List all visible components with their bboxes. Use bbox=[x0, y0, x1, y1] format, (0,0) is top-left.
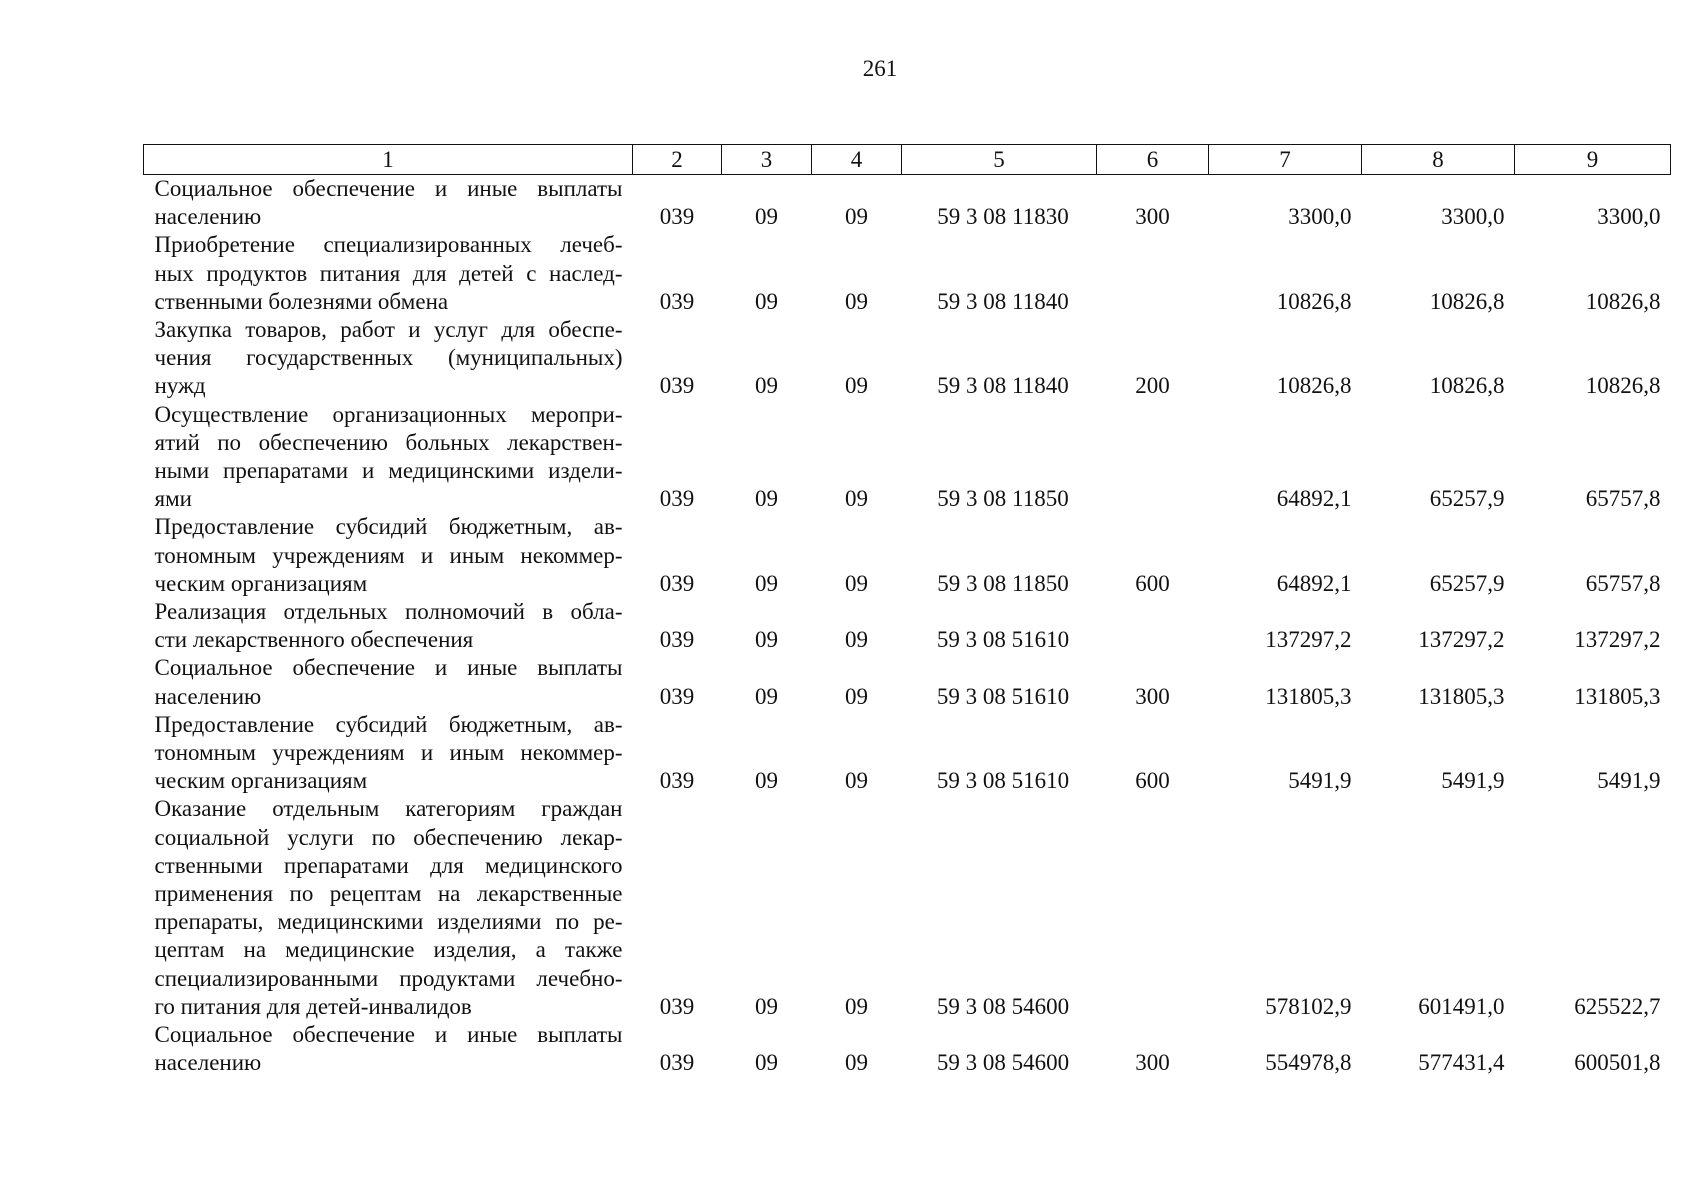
amount-col8-cell: 65257,9 bbox=[1429, 570, 1505, 596]
table-row bbox=[144, 1021, 1671, 1077]
target-article-cell: 59 3 08 11840 bbox=[937, 288, 1069, 314]
subsection-code-cell: 09 bbox=[845, 570, 868, 596]
table-row bbox=[144, 795, 1671, 1021]
column-header: 6 bbox=[1097, 145, 1209, 175]
amount-col9-cell: 65757,8 bbox=[1585, 486, 1661, 512]
section-code-cell: 09 bbox=[755, 204, 778, 230]
description-line: ственными препаратами для медицинского bbox=[154, 852, 623, 878]
table-row bbox=[144, 513, 1671, 598]
description-cell bbox=[144, 598, 633, 654]
description-cell bbox=[144, 513, 633, 598]
expense-type-cell: 300 bbox=[1135, 1050, 1170, 1076]
amount-col9-cell: 65757,8 bbox=[1585, 570, 1661, 596]
expense-type-cell: 300 bbox=[1135, 204, 1170, 230]
target-article-cell: 59 3 08 54600 bbox=[936, 1050, 1070, 1076]
target-article-cell: 59 3 08 11850 bbox=[937, 486, 1069, 512]
description-line: Осуществление организационных меропри- bbox=[154, 401, 623, 427]
amount-col8-cell: 5491,9 bbox=[1441, 768, 1505, 794]
description-line: нужд bbox=[154, 373, 206, 399]
amount-col7-cell: 64892,1 bbox=[1276, 486, 1352, 512]
description-cell bbox=[144, 231, 633, 316]
budget-table bbox=[143, 144, 1671, 1078]
table-row bbox=[144, 316, 1671, 401]
description-cell bbox=[144, 654, 633, 710]
amount-col8-cell: 10826,8 bbox=[1429, 288, 1505, 314]
target-article-cell: 59 3 08 54600 bbox=[936, 993, 1070, 1019]
amount-col9-cell: 137297,2 bbox=[1574, 627, 1661, 653]
amount-col7-cell: 137297,2 bbox=[1265, 627, 1352, 653]
description-line: Реализация отдельных полномочий в обла- bbox=[154, 599, 623, 625]
section-code-cell: 09 bbox=[755, 570, 778, 596]
description-cell bbox=[144, 401, 633, 514]
subsection-code-cell: 09 bbox=[845, 486, 868, 512]
description-line: тономным учреждениям и иным некоммер- bbox=[154, 542, 623, 568]
expense-type-cell bbox=[1097, 598, 1209, 654]
description-line: препараты, медицинскими изделиями по ре- bbox=[154, 909, 623, 935]
table-row bbox=[144, 231, 1671, 316]
description-line: го питания для детей-инвалидов bbox=[154, 993, 472, 1019]
description-line: населению bbox=[154, 204, 262, 230]
subsection-code-cell: 09 bbox=[845, 683, 868, 709]
amount-col9-cell: 625522,7 bbox=[1574, 993, 1661, 1019]
expense-type-cell bbox=[1097, 231, 1209, 316]
section-code-cell: 09 bbox=[755, 683, 778, 709]
subsection-code-cell: 09 bbox=[845, 373, 868, 399]
amount-col8-cell: 601491,0 bbox=[1418, 993, 1505, 1019]
table-body bbox=[144, 175, 1671, 1078]
expense-type-cell: 200 bbox=[1135, 373, 1170, 399]
amount-col8-cell: 65257,9 bbox=[1429, 486, 1505, 512]
description-line: ятий по обеспечению больных лекарствен- bbox=[154, 429, 623, 455]
amount-col8-cell: 131805,3 bbox=[1418, 683, 1505, 709]
expense-type-cell: 300 bbox=[1135, 683, 1170, 709]
subsection-code-cell: 09 bbox=[845, 627, 868, 653]
amount-col9-cell: 3300,0 bbox=[1597, 204, 1661, 230]
description-cell bbox=[144, 795, 633, 1021]
description-line: ями bbox=[154, 486, 192, 512]
description-line: Предоставление субсидий бюджетным, ав- bbox=[154, 514, 623, 540]
amount-col7-cell: 578102,9 bbox=[1265, 993, 1352, 1019]
description-line: Социальное обеспечение и иные выплаты bbox=[154, 1022, 623, 1048]
section-code-cell: 09 bbox=[755, 486, 778, 512]
column-header: 8 bbox=[1362, 145, 1515, 175]
column-header: 3 bbox=[722, 145, 812, 175]
subsection-code-cell: 09 bbox=[845, 204, 868, 230]
page-number: 261 bbox=[862, 56, 898, 81]
description-line: цептам на медицинские изделия, а также bbox=[154, 937, 623, 963]
amount-col8-cell: 137297,2 bbox=[1418, 627, 1505, 653]
description-cell bbox=[144, 1021, 633, 1077]
description-line: Социальное обеспечение и иные выплаты bbox=[154, 176, 623, 201]
description-cell bbox=[144, 316, 633, 401]
amount-col7-cell: 10826,8 bbox=[1276, 288, 1352, 314]
amount-col7-cell: 131805,3 bbox=[1265, 683, 1352, 709]
expense-type-cell: 600 bbox=[1135, 768, 1170, 794]
section-code-cell: 09 bbox=[755, 1050, 778, 1076]
header-row bbox=[144, 145, 1671, 175]
description-line: тономным учреждениям и иным некоммер- bbox=[154, 740, 623, 766]
section-code-cell: 09 bbox=[755, 373, 778, 399]
description-line: Социальное обеспечение и иные выплаты bbox=[154, 655, 623, 681]
description-line: населению bbox=[154, 1050, 262, 1076]
amount-col9-cell: 10826,8 bbox=[1585, 288, 1661, 314]
subsection-code-cell: 09 bbox=[845, 768, 868, 794]
table-header bbox=[144, 145, 1671, 175]
description-line: социальной услуги по обеспечению лекар- bbox=[154, 824, 623, 850]
amount-col7-cell: 5491,9 bbox=[1288, 768, 1352, 794]
amount-col9-cell: 600501,8 bbox=[1574, 1050, 1661, 1076]
amount-col9-cell: 131805,3 bbox=[1574, 683, 1661, 709]
admin-code-cell: 039 bbox=[659, 373, 695, 399]
target-article-cell: 59 3 08 51610 bbox=[936, 683, 1070, 709]
target-article-cell: 59 3 08 51610 bbox=[936, 627, 1070, 653]
column-header: 7 bbox=[1209, 145, 1362, 175]
description-line: населению bbox=[154, 683, 262, 709]
description-line: сти лекарственного обеспечения bbox=[154, 627, 474, 653]
admin-code-cell: 039 bbox=[659, 486, 695, 512]
section-code-cell: 09 bbox=[755, 627, 778, 653]
description-line: ными препаратами и медицинскими издели- bbox=[154, 458, 623, 484]
section-code-cell: 09 bbox=[755, 288, 778, 314]
admin-code-cell: 039 bbox=[659, 570, 695, 596]
section-code-cell: 09 bbox=[755, 993, 778, 1019]
description-cell bbox=[144, 175, 633, 232]
amount-col8-cell: 577431,4 bbox=[1418, 1050, 1505, 1076]
description-line: применения по рецептам на лекарственные bbox=[154, 881, 623, 907]
table-row bbox=[144, 401, 1671, 514]
target-article-cell: 59 3 08 11850 bbox=[937, 570, 1069, 596]
amount-col7-cell: 3300,0 bbox=[1288, 204, 1352, 230]
table-row bbox=[144, 175, 1671, 232]
column-header: 1 bbox=[144, 145, 633, 175]
expense-type-cell bbox=[1097, 795, 1209, 1021]
description-line: ных продуктов питания для детей с наслед- bbox=[154, 260, 623, 286]
admin-code-cell: 039 bbox=[659, 768, 695, 794]
description-line: специализированными продуктами лечебно- bbox=[154, 965, 623, 991]
table-row bbox=[144, 711, 1671, 796]
description-line: Предоставление субсидий бюджетным, ав- bbox=[154, 711, 623, 737]
admin-code-cell: 039 bbox=[659, 683, 695, 709]
description-line: ческим организациям bbox=[154, 570, 368, 596]
expense-type-cell: 600 bbox=[1135, 570, 1170, 596]
description-line: Оказание отдельным категориям граждан bbox=[154, 796, 623, 822]
admin-code-cell: 039 bbox=[659, 993, 695, 1019]
table-row bbox=[144, 598, 1671, 654]
amount-col9-cell: 5491,9 bbox=[1597, 768, 1661, 794]
description-cell bbox=[144, 711, 633, 796]
expense-type-cell bbox=[1097, 401, 1209, 514]
amount-col7-cell: 10826,8 bbox=[1276, 373, 1352, 399]
admin-code-cell: 039 bbox=[659, 627, 695, 653]
admin-code-cell: 039 bbox=[659, 204, 695, 230]
target-article-cell: 59 3 08 11830 bbox=[937, 204, 1069, 230]
column-header: 4 bbox=[812, 145, 902, 175]
amount-col9-cell: 10826,8 bbox=[1585, 373, 1661, 399]
description-line: Закупка товаров, работ и услуг для обеспе- bbox=[154, 317, 623, 343]
amount-col7-cell: 64892,1 bbox=[1276, 570, 1352, 596]
description-line: ственными болезнями обмена bbox=[154, 288, 449, 314]
admin-code-cell: 039 bbox=[659, 1050, 695, 1076]
amount-col7-cell: 554978,8 bbox=[1265, 1050, 1352, 1076]
section-code-cell: 09 bbox=[755, 768, 778, 794]
subsection-code-cell: 09 bbox=[845, 288, 868, 314]
description-line: Приобретение специализированных лечеб- bbox=[154, 232, 623, 258]
target-article-cell: 59 3 08 51610 bbox=[936, 768, 1070, 794]
description-line: чения государственных (муниципальных) bbox=[154, 345, 623, 371]
column-header: 5 bbox=[902, 145, 1097, 175]
table-row bbox=[144, 654, 1671, 710]
target-article-cell: 59 3 08 11840 bbox=[937, 373, 1069, 399]
description-line: ческим организациям bbox=[154, 768, 368, 794]
subsection-code-cell: 09 bbox=[845, 993, 868, 1019]
admin-code-cell: 039 bbox=[659, 288, 695, 314]
column-header: 9 bbox=[1515, 145, 1671, 175]
subsection-code-cell: 09 bbox=[845, 1050, 868, 1076]
amount-col8-cell: 10826,8 bbox=[1429, 373, 1505, 399]
amount-col8-cell: 3300,0 bbox=[1441, 204, 1505, 230]
column-header: 2 bbox=[633, 145, 722, 175]
